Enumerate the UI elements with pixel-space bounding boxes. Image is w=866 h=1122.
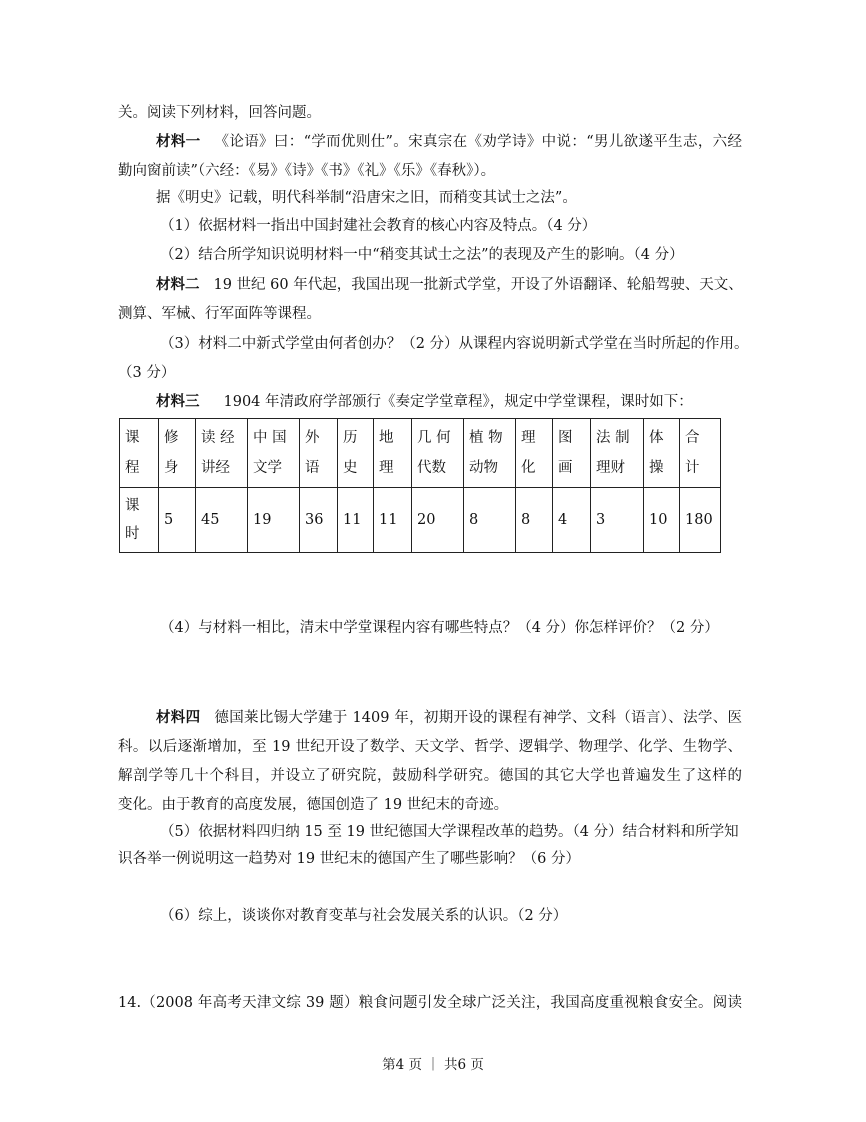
question-2: （2）结合所学知识说明材料一中“稍变其试士之法”的表现及产生的影响。（4 分） [160,247,684,263]
cell-text: 修 [164,430,179,446]
page-footer: 第4 页 ｜ 共6 页 [382,1057,484,1073]
material-label: 材料一 [156,133,201,150]
table-header-cell [516,419,553,488]
curriculum-table [119,418,721,553]
cell-text: 程 [125,460,140,476]
table-cell: 8 [464,488,516,553]
material-4-line3: 解剖学等几十个科目，并设立了研究院，鼓励科学研究。德国的其它大学也普遍发生了这样的 [118,768,742,784]
question-3-cont: （3 分） [118,365,176,381]
text: 1904 年清政府学部颁行《奏定学堂章程》，规定中学堂课程，课时如下： [223,394,693,410]
table-cell: 36 [300,488,338,553]
cell-text: 历 [343,430,358,446]
table-header-cell [338,419,374,488]
table-cell: 4 [553,488,591,553]
table-header-cell [374,419,412,488]
table-header-cell [196,419,248,488]
text: 《论语》曰：“学而优则仕”。宋真宗在《劝学诗》中说：“男儿欲遂平生志，六经 [214,134,742,150]
material-4-line2: 科。以后逐渐增加，至 19 世纪开设了数学、天文学、哲学、逻辑学、物理学、化学、生物学、 [118,739,742,755]
material-4 [156,708,742,728]
material-label: 材料二 [156,276,200,293]
table-header-cell [248,419,300,488]
cell-text: 法 制 [596,430,630,446]
question-3: （3）材料二中新式学堂由何者创办？（2 分）从课程内容说明新式学堂在当时所起的作用。 [160,336,749,352]
table-cell: 5 [159,488,196,553]
material-label: 材料三 [156,393,200,410]
cell-text: 植 物 [469,430,503,446]
cell-text: 中 国 [253,430,287,446]
material-2-cont: 测算、军械、行军面阵等课程。 [118,306,321,322]
material-2 [156,275,742,295]
table-cell: 11 [374,488,412,553]
question-6: （6）综上，谈谈你对教育变革与社会发展关系的认识。（2 分） [160,908,568,924]
table-header-cell [644,419,680,488]
cell-text: 计 [685,460,700,476]
table-header-row [120,419,721,488]
cell-text: 课 [125,430,140,446]
table-row [120,488,721,553]
table-cell: 45 [196,488,248,553]
table-cell: 3 [591,488,644,553]
table-cell: 19 [248,488,300,553]
cell-text: 地 [379,430,394,446]
question-4: （4）与材料一相比，清末中学堂课程内容有哪些特点？（4 分）你怎样评价？（2 分） [160,620,719,636]
cell-text: 图 [558,430,573,446]
cell-text: 身 [164,460,179,476]
cell-text: 读 经 [201,430,235,446]
table-cell: 8 [516,488,553,553]
cell-text: 几 何 [417,430,451,446]
cell-text: 动物 [469,460,498,476]
table-header-cell [412,419,464,488]
cell-text: 外 [305,430,320,446]
table-header-cell [591,419,644,488]
material-label: 材料四 [156,709,201,726]
cell-text: 体 [649,430,664,446]
table-cell: 11 [338,488,374,553]
text: 德国莱比锡大学建于 1409 年，初期开设的课程有神学、文科（语言）、法学、医 [214,710,742,726]
text: 19 世纪 60 年代起，我国出现一批新式学堂，开设了外语翻译、轮船驾驶、天文、 [213,277,743,293]
cell-text: 化 [521,460,536,476]
table-header-cell [553,419,591,488]
cell-text: 代数 [417,460,446,476]
intro-line: 关。阅读下列材料，回答问题。 [118,105,321,121]
table-header-cell [680,419,721,488]
cell-text: 理财 [596,460,625,476]
material-1-ming: 据《明史》记载，明代科举制“沿唐宋之旧，而稍变其试士之法”。 [156,190,577,206]
table-cell: 180 [680,488,721,553]
cell-text: 理 [379,460,394,476]
cell-text: 画 [558,460,573,476]
table-cell: 10 [644,488,680,553]
cell-text: 理 [521,430,536,446]
cell-text: 语 [305,460,320,476]
cell-text: 时 [125,526,140,542]
material-1-cont: 勤向窗前读”（六经：《易》《诗》《书》《礼》《乐》《春秋》）。 [118,163,496,179]
material-1 [156,132,742,152]
question-5-cont: 识各举一例说明这一趋势对 19 世纪末的德国产生了哪些影响？（6 分） [118,851,581,867]
table-header-cell [120,419,159,488]
cell-text: 文学 [253,460,282,476]
table-cell: 20 [412,488,464,553]
question-5: （5）依据材料四归纳 15 至 19 世纪德国大学课程改革的趋势。（4 分）结合材料和所学知 [160,824,739,840]
table-header-cell [300,419,338,488]
cell-text: 讲经 [201,460,230,476]
table-header-cell [159,419,196,488]
question-1: （1）依据材料一指出中国封建社会教育的核心内容及特点。（4 分） [160,218,597,234]
question-14: 14.（2008 年高考天津文综 39 题）粮食问题引发全球广泛关注，我国高度重视粮食安全。阅读 [118,995,742,1011]
cell-text: 史 [343,460,358,476]
cell-text: 操 [649,460,664,476]
cell-text: 合 [685,430,700,446]
material-3 [156,392,780,412]
material-4-line4: 变化。由于教育的高度发展，德国创造了 19 世纪末的奇迹。 [118,797,509,813]
table-row-label [120,488,159,553]
cell-text: 课 [125,498,140,514]
table-header-cell [464,419,516,488]
